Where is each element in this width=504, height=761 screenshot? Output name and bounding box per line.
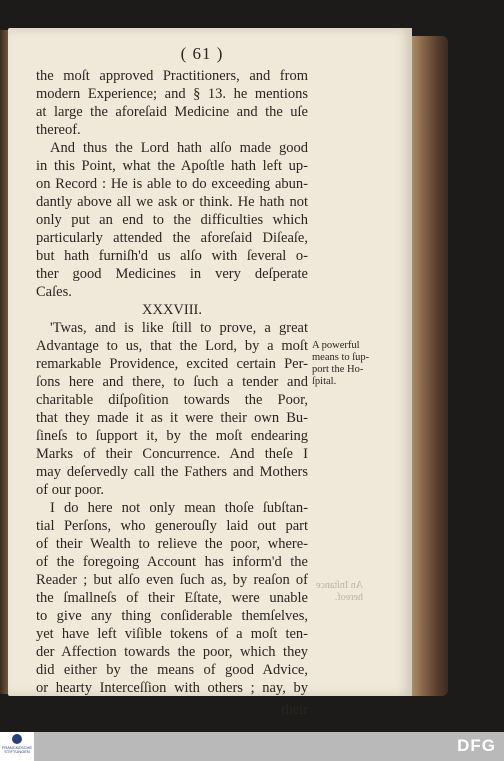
text-line: I do here not only mean thoſe ſubſtan- xyxy=(50,500,308,516)
marginal-note-line: A powerful xyxy=(312,340,360,351)
bleed-through-line: An Inſtance xyxy=(316,580,363,591)
text-line: thereof. xyxy=(36,122,81,138)
text-line: And thus the Lord hath alſo made good xyxy=(50,140,308,156)
dfg-logo[interactable]: DFG xyxy=(457,736,496,755)
text-line: may deſervedly call the Fathers and Mothers xyxy=(36,464,308,480)
text-line: yet have left viſible tokens of a moſt ten- xyxy=(36,626,308,642)
text-line: but hath furniſh'd us alſo with ſeveral o- xyxy=(36,248,308,264)
text-line: Caſes. xyxy=(36,284,72,300)
text-line: of their Wealth to relieve the poor, where- xyxy=(36,536,308,552)
text-line: ther good Medicines in very deſperate xyxy=(36,266,308,282)
text-line: charitable diſpoſition towards the Poor, xyxy=(36,392,308,408)
text-line: of the foregoing Account has inform'd the xyxy=(36,554,308,570)
text-line: particularly attended the aforeſaid Diſeaſe, xyxy=(36,230,308,246)
text-line: 'Twas, and is like ſtill to prove, a great xyxy=(50,320,308,336)
text-line: remarkable Providence, excited certain Per- xyxy=(36,356,308,372)
book-page-edges xyxy=(408,36,448,696)
text-line: Advantage to us, that the Lord, by a moſt xyxy=(36,338,308,354)
text-line: to give any thing conſiderable themſelves, xyxy=(36,608,308,624)
bleed-through-text xyxy=(316,580,363,604)
text-line: or hearty Interceſſion with others ; nay, by xyxy=(36,680,308,696)
marginal-note-line: port the Ho- xyxy=(312,364,364,375)
marginal-note-line: means to ſup- xyxy=(312,352,370,363)
section-heading: XXXVIII. xyxy=(142,302,202,318)
text-line: at large the aforeſaid Medicine and the uſe xyxy=(36,104,308,120)
catchword: their xyxy=(281,702,308,718)
text-line: der Affection towards the poor, which they xyxy=(36,644,308,660)
marginal-note-line: ſpital. xyxy=(312,376,337,387)
bleed-through-line: hereof. xyxy=(334,592,363,603)
logo-text: FRANCKESCHE STIFTUNGEN xyxy=(1,745,33,754)
text-line: Marks of their Concurrence. And theſe I xyxy=(36,446,308,462)
text-line: on Record : He is able to do exceeding abun- xyxy=(36,176,308,192)
text-line: modern Experience; and § 13. he mentions xyxy=(36,86,308,102)
text-line: that they made it as it were their own Bu- xyxy=(36,410,308,426)
text-line: the ſmallneſs of their Eſtate, were unable xyxy=(36,590,308,606)
viewer-footer-bar xyxy=(0,732,504,761)
text-line: of our poor. xyxy=(36,482,105,498)
text-line: only put an end to the difficulties which xyxy=(36,212,308,228)
page-number: ( 61 ) xyxy=(180,44,224,63)
text-line: dantly above all we ask or think. He hath not xyxy=(36,194,308,210)
text-line: the moſt approved Practitioners, and from xyxy=(36,68,308,84)
text-line: in this Point, what the Apoſtle hath left up- xyxy=(36,158,308,174)
text-line: did either by the means of good Advice, xyxy=(36,662,308,678)
text-line: ſineſs to ſupport it, by the moſt endearing xyxy=(36,428,308,444)
logo-emblem-icon xyxy=(12,734,22,744)
text-line: Reader ; but alſo even ſuch as, by reaſon of xyxy=(36,572,308,588)
text-line: ſons here and there, to ſuch a tender and xyxy=(36,374,308,390)
text-line: tial Perſons, who generouſly laid out part xyxy=(36,518,308,534)
